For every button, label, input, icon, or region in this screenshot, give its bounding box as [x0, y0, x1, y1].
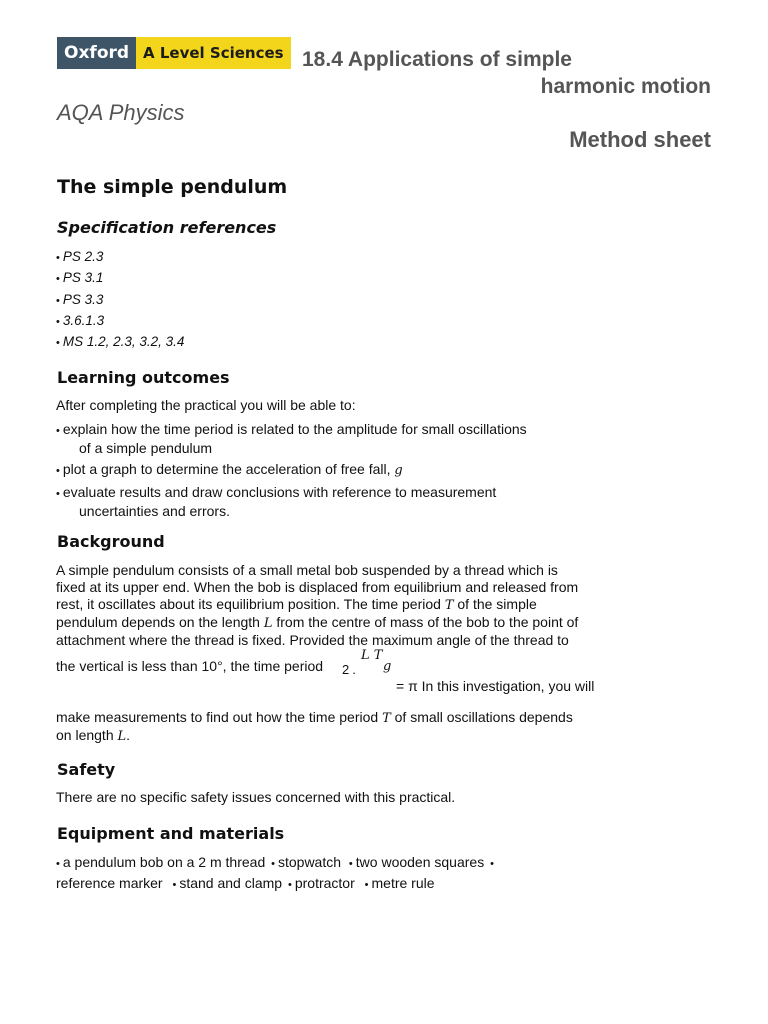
formula-g: g — [383, 659, 392, 674]
safety-heading: Safety — [57, 760, 116, 779]
list-item: • evaluate results and draw conclusions with reference to measurement uncertainties and errors. — [56, 484, 497, 519]
bullet-glyph: • — [56, 425, 60, 437]
spec-heading: Specification references — [57, 218, 277, 237]
list-item: • explain how the time period is related to the amplitude for small oscillations of a simple pendulum — [56, 421, 527, 456]
formula-two: 2 . — [342, 662, 356, 677]
bullet-glyph: • — [56, 315, 60, 328]
equipment-heading: Equipment and materials — [57, 824, 285, 843]
bullet-glyph: • — [56, 465, 60, 477]
bullet-glyph: • — [348, 858, 353, 870]
equipment-line1: • a pendulum bob on a 2 m thread • stopwatch • two wooden squares • — [56, 854, 494, 870]
bullet-glyph: • — [56, 294, 60, 307]
oxford-logo — [57, 37, 291, 69]
list-item: • PS 2.3 — [56, 249, 104, 264]
bullet-glyph: • — [287, 879, 292, 891]
bullet-glyph: • — [56, 488, 60, 500]
logo-series: A Level Sciences — [136, 37, 291, 69]
equipment-line2: reference marker • stand and clamp • protractor • metre rule — [56, 875, 435, 891]
subject-label: AQA Physics — [57, 100, 185, 125]
bullet-glyph: • — [172, 879, 177, 891]
list-item: • plot a graph to determine the acceleration of free fall, g — [56, 461, 403, 478]
learning-heading: Learning outcomes — [57, 368, 230, 387]
list-item: • PS 3.1 — [56, 270, 104, 286]
bullet-glyph: • — [56, 273, 60, 286]
header-title-line1: 18.4 Applications of simple — [302, 48, 572, 71]
bullet-glyph: • — [56, 337, 60, 350]
outcomes-list — [56, 421, 616, 524]
doc-type-label: Method sheet — [569, 127, 711, 152]
safety-text: There are no specific safety issues concerned with this practical. — [56, 789, 456, 805]
list-item: • PS 3.3 — [56, 291, 104, 307]
bullet-glyph: • — [364, 879, 369, 891]
header-title-line2: harmonic motion — [540, 75, 711, 98]
background-heading: Background — [57, 532, 165, 551]
bullet-glyph: • — [490, 858, 494, 870]
bullet-glyph: • — [56, 858, 60, 870]
logo-brand: Oxford — [57, 37, 136, 69]
bullet-glyph: • — [271, 858, 275, 870]
spec-list — [56, 248, 184, 354]
background-line7: = π In this investigation, you will — [396, 678, 595, 694]
formula-lt: L T — [361, 648, 383, 663]
background-paragraph: A simple pendulum consists of a small metal bob suspended by a thread which is fixed at its upper end. When the bob is displaced from equilibrium and released from rest, it oscillates about its equilibrium position. The time period T of the simple pendulum depends on the length L from the centre of mass of the bob to the point of attachment where the thread is fixed. Provided the maximum angle of the thread to — [56, 562, 579, 648]
page-title: The simple pendulum — [57, 176, 288, 198]
background-paragraph-end: make measurements to find out how the time period T of small oscillations depends on length L. — [56, 709, 573, 744]
list-item: • 3.6.1.3 — [56, 312, 105, 328]
bullet-glyph: • — [56, 252, 60, 264]
background-line6: the vertical is less than 10°, the time period — [56, 658, 324, 674]
learning-intro: After completing the practical you will be able to: — [56, 397, 356, 413]
list-item: • MS 1.2, 2.3, 3.2, 3.4 — [56, 334, 185, 350]
